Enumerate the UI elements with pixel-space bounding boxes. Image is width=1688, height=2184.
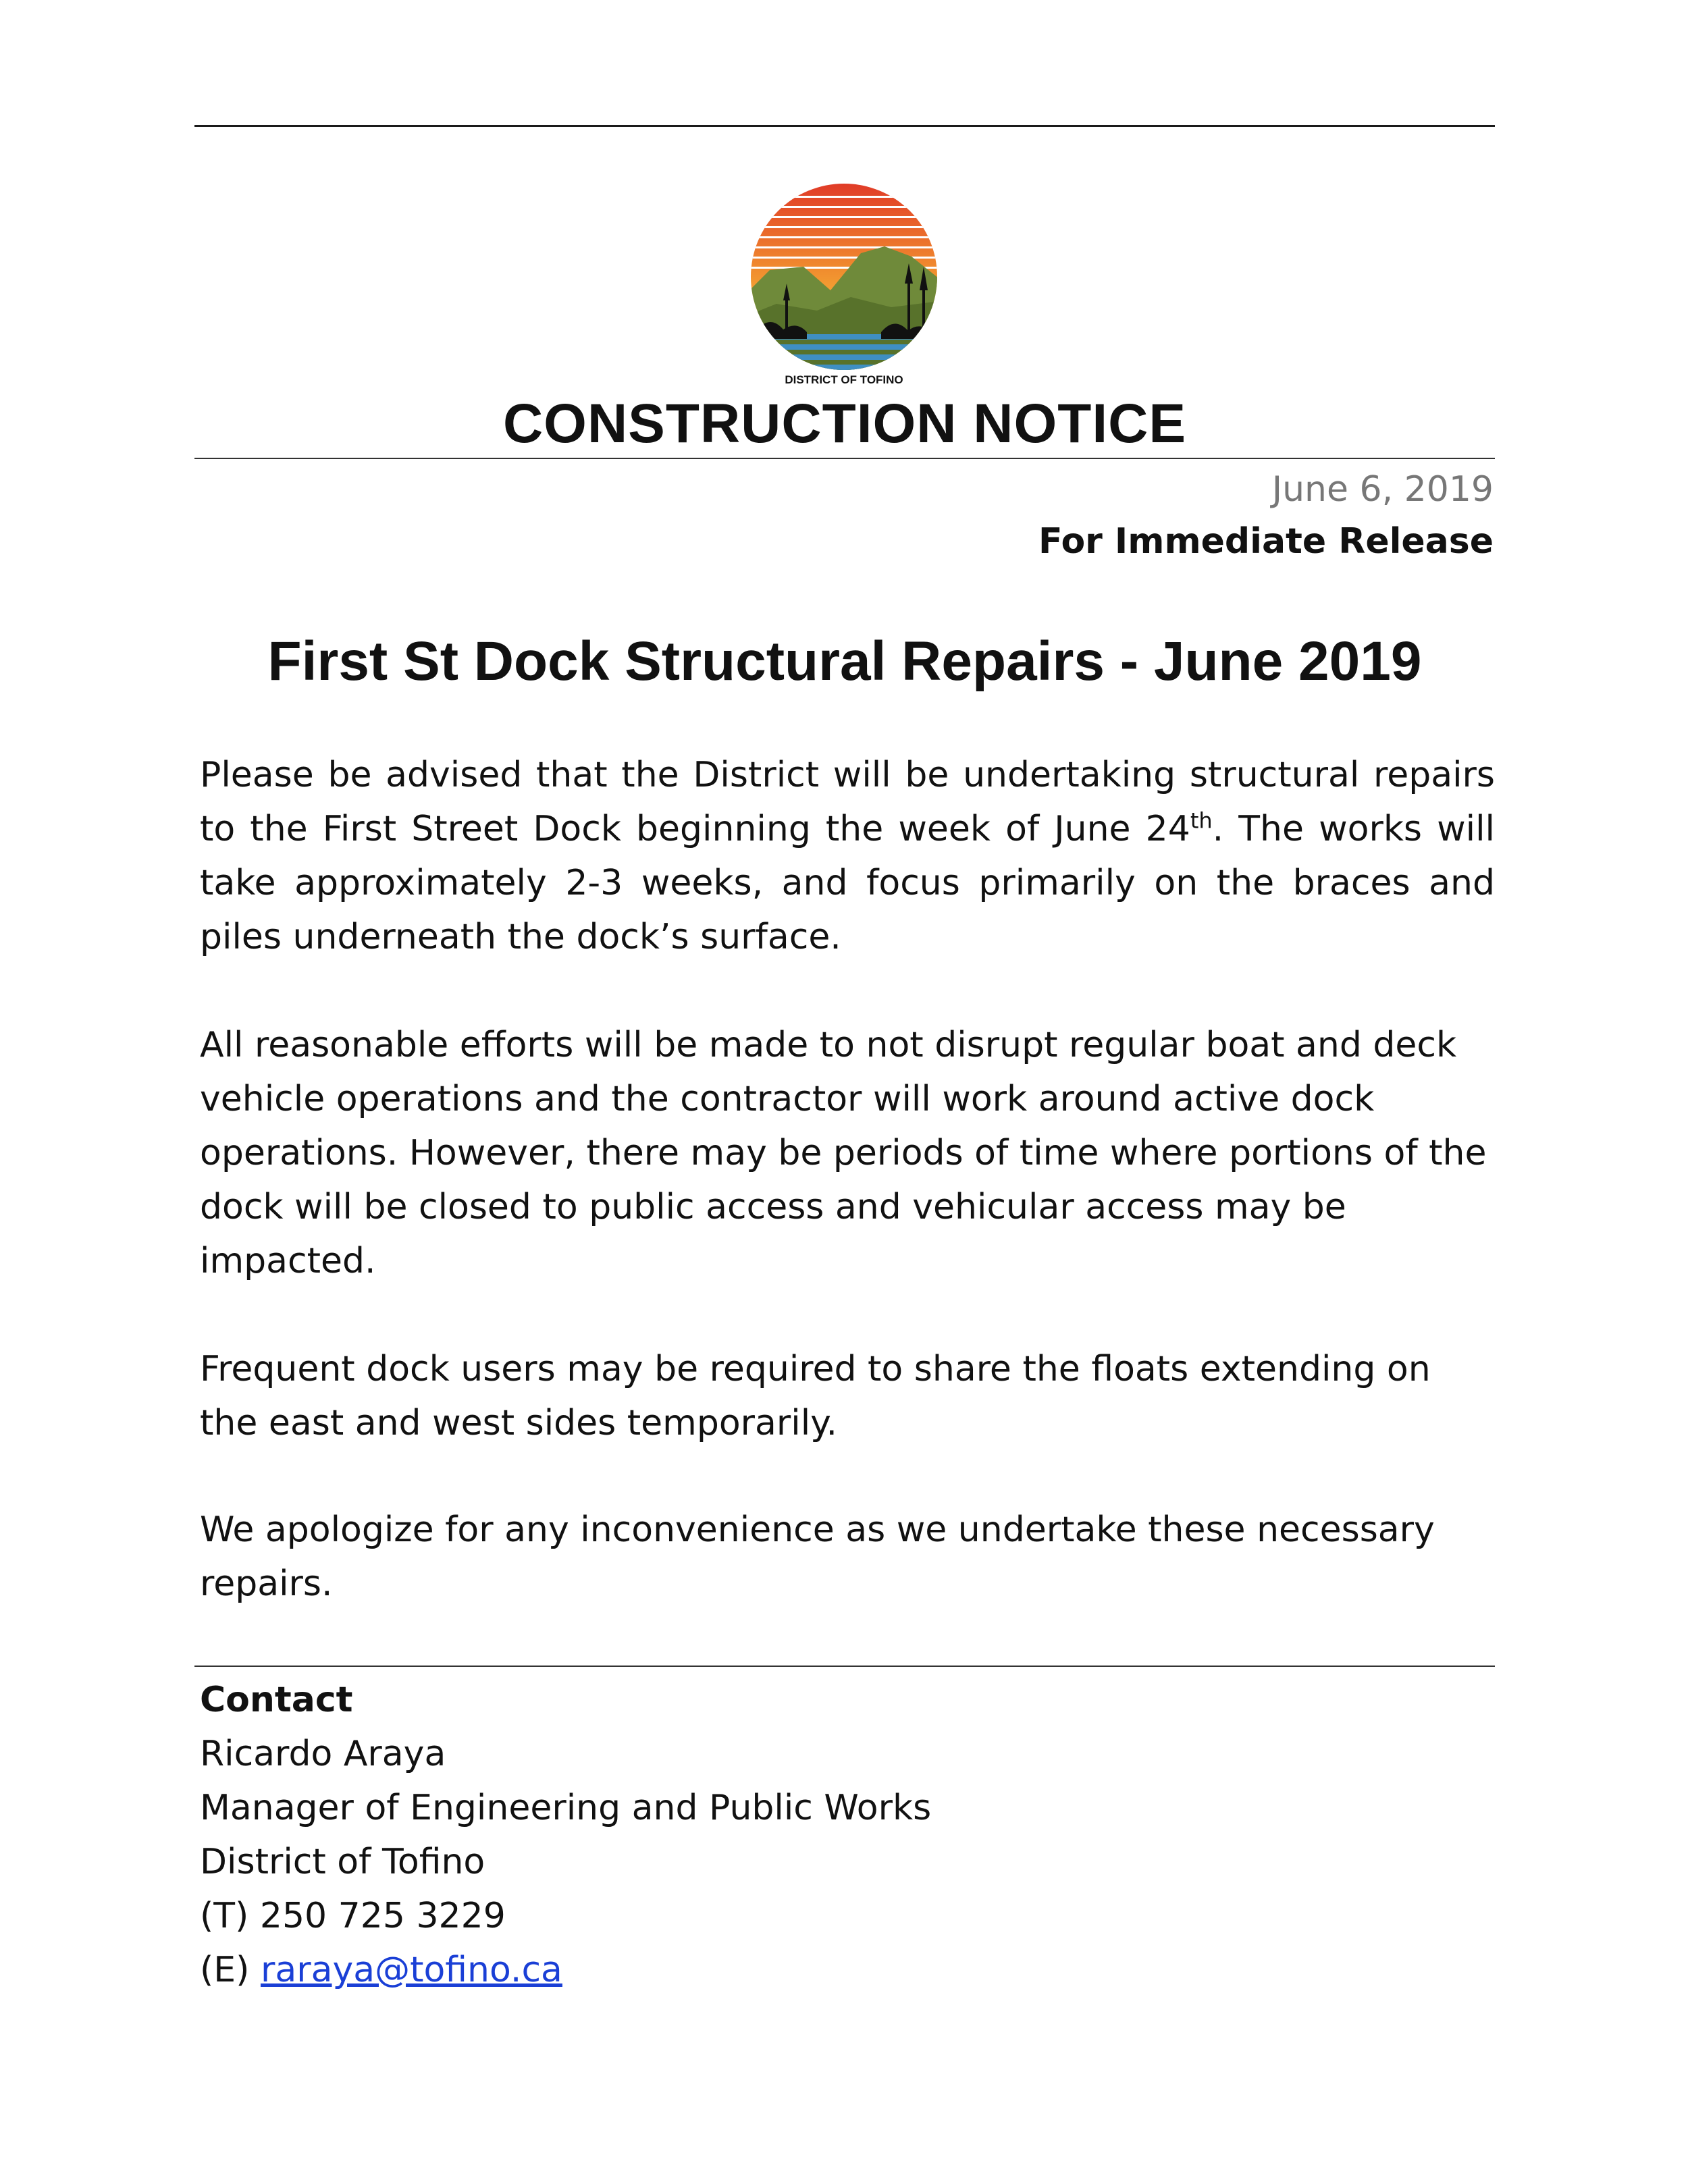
top-rule [194, 125, 1495, 127]
title-rule [194, 458, 1495, 459]
paragraph-disruption: All reasonable efforts will be made to not disrupt regular boat and deck vehicle operations and the contractor will work around active dock operations. However, there may be periods of time where portions of the dock will be closed to public access and vehicular access may be impacted. [200, 1025, 1487, 1281]
contact-phone: 250 725 3229 [259, 1896, 506, 1936]
email-prefix: (E) [200, 1950, 250, 1990]
release-label: For Immediate Release [1038, 521, 1494, 562]
contact-position: Manager of Engineering and Public Works [200, 1788, 932, 1828]
contact-email-row [200, 1943, 931, 1997]
contact-label: Contact [200, 1680, 353, 1720]
district-of-tofino-logo [743, 182, 945, 388]
notice-title: CONSTRUCTION NOTICE [502, 393, 1187, 454]
contact-rule [194, 1666, 1495, 1667]
paragraph-apology: We apologize for any inconvenience as we undertake these necessary repairs. [200, 1510, 1435, 1604]
contact-phone-row [200, 1889, 931, 1943]
paragraph-schedule [200, 748, 1495, 964]
release-date: June 6, 2019 [1271, 469, 1494, 510]
paragraph-schedule-text-b: . The works will take approximately 2-3 weeks, and focus primarily on the braces and piles underneath the dock’s surface. [200, 809, 1495, 957]
ordinal-suffix: th [1190, 807, 1213, 834]
paragraph-floats: Frequent dock users may be required to share the floats extending on the east and west sides temporarily. [200, 1349, 1431, 1443]
paragraph-schedule-text-a: Please be advised that the District will be undertaking structural repairs to the First Street Dock beginning the week of June 24 [200, 755, 1495, 849]
contact-name: Ricardo Araya [200, 1734, 446, 1774]
phone-prefix: (T) [200, 1896, 249, 1936]
logo-caption: DISTRICT OF TOFINO [785, 373, 903, 386]
headline: First St Dock Structural Repairs - June 2019 [267, 631, 1422, 692]
contact-organization: District of Tofino [200, 1842, 485, 1882]
contact-email-link[interactable]: raraya@tofino.ca [260, 1950, 562, 1990]
contact-block [200, 1673, 931, 1997]
